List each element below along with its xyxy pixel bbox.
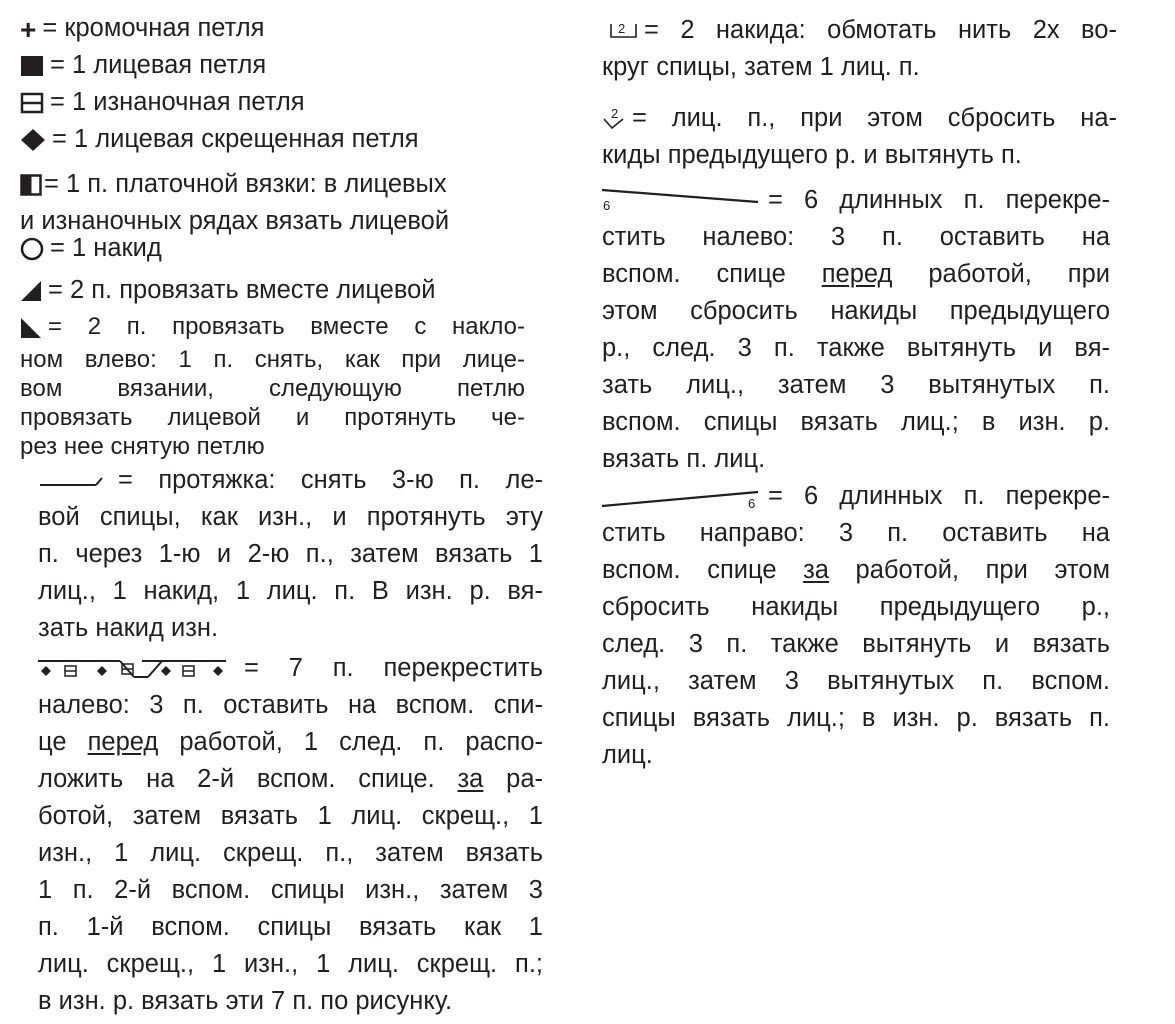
legend-text: = 6 длинных п. перекре- [768, 482, 1110, 510]
drop-stitch-icon [602, 107, 626, 131]
legend-text: этом сбросить накиды предыдущего [602, 297, 1110, 325]
underlined-word: за [457, 765, 484, 793]
half-filled-square-icon [20, 174, 42, 196]
legend-text: стить направо: 3 п. оставить на [602, 519, 1110, 547]
legend-text: = протяжка: снять 3-ю п. ле- [118, 466, 543, 494]
legend-text: лиц., затем 3 вытянутых п. вспом. [602, 667, 1110, 695]
legend-text: зать лиц., затем 3 вытянутых п. [602, 371, 1110, 399]
legend-text: вспом. спицы вязать лиц.; в изн. р. [602, 408, 1110, 436]
legend-text: ботой, затем вязать 1 лиц. скрещ., 1 [38, 802, 543, 830]
legend-text: провязать лицевой и протянуть че- [20, 404, 525, 431]
legend-text: след. 3 п. также вытянуть и вязать [602, 630, 1110, 658]
legend-cross-7-left [38, 650, 543, 1020]
legend-edge-stitch [20, 10, 264, 47]
legend-text: вязать п. лиц. [602, 445, 766, 473]
legend-text: = 2 п. провязать вместе с накло- [48, 313, 525, 340]
legend-text: сбросить накиды предыдущего р., [602, 593, 1110, 621]
pull-through-line-icon [38, 474, 104, 488]
legend-text: лиц. [602, 741, 653, 769]
legend-text: ложить на 2-й вспом. спице. за ра- [38, 765, 543, 793]
legend-text: п. через 1-ю и 2-ю п., затем вязать 1 [38, 540, 543, 568]
legend-text: лиц. скрещ., 1 изн., 1 лиц. скрещ. п.; [38, 950, 543, 978]
legend-drop-yarn-overs [602, 100, 1117, 174]
purl-square-icon [20, 92, 44, 114]
legend-text: = 6 длинных п. перекре- [768, 186, 1110, 214]
legend-text: вспом. спице перед работой, при [602, 260, 1110, 288]
legend-cross-6-left [602, 182, 1110, 478]
legend-text: лиц., 1 накид, 1 лиц. п. В изн. р. вя- [38, 577, 543, 605]
drop-symbol-number: 2 [611, 107, 619, 122]
legend-garter [20, 166, 449, 240]
double-yarn-over-icon [610, 19, 638, 43]
cable-6-left-icon [602, 188, 760, 214]
legend-text: = 7 п. перекрестить [244, 654, 543, 682]
legend-text: зать накид изн. [38, 614, 219, 642]
circle-icon [20, 237, 44, 261]
legend-text: = лиц. п., при этом сбросить на- [632, 104, 1117, 132]
legend-text: = 2 накида: обмотать нить 2х во- [644, 16, 1117, 44]
legend-text: ном влево: 1 п. снять, как при лице- [20, 346, 525, 373]
legend-text: = 1 п. платочной вязки: в лицевых [44, 170, 447, 198]
legend-text: = 2 п. провязать вместе лицевой [48, 276, 436, 304]
legend-text: изн., 1 лиц. скрещ. п., затем вязать [38, 839, 543, 867]
underlined-word: за [803, 556, 829, 584]
cable-count: 6 [748, 496, 756, 511]
legend-text: 1 п. 2-й вспом. спицы изн., затем 3 [38, 876, 543, 904]
legend-pull-through [38, 462, 543, 647]
diamond-icon [20, 128, 46, 152]
right-triangle-icon [20, 280, 42, 302]
legend-text: спицы вязать лиц.; в изн. р. вязать п. [602, 704, 1110, 732]
legend-k2tog [20, 272, 436, 309]
legend-purl [20, 84, 305, 121]
legend-text: = 1 лицевая скрещенная петля [52, 125, 419, 153]
legend-text: = 1 лицевая петля [50, 51, 267, 79]
legend-text: р., след. 3 п. также вытянуть и вя- [602, 334, 1110, 362]
filled-square-icon [20, 55, 44, 77]
underlined-word: перед [87, 728, 159, 756]
legend-text: вспом. спице за работой, при этом [602, 556, 1110, 584]
left-triangle-icon [20, 317, 42, 339]
legend-text: вом вязании, следующую петлю [20, 375, 525, 402]
legend-text: п. 1-й вспом. спицы вязать как 1 [38, 913, 543, 941]
cable-7-left-icon [38, 658, 226, 680]
legend-text: круг спицы, затем 1 лиц. п. [602, 53, 920, 81]
legend-text: вой спицы, как изн., и протянуть эту [38, 503, 543, 531]
legend-text: и изнаночных рядах вязать лицевой [20, 207, 450, 235]
legend-text: налево: 3 п. оставить на вспом. спи- [38, 691, 543, 719]
legend-text: = 1 накид [50, 234, 162, 262]
cable-6-right-icon [602, 484, 760, 510]
legend-ssk [20, 309, 525, 461]
cable-count: 6 [603, 198, 611, 214]
legend-cross-6-right [602, 478, 1110, 774]
legend-twisted-knit [20, 121, 419, 158]
legend-text: це перед работой, 1 след. п. распо- [38, 728, 543, 756]
legend-knit [20, 47, 266, 84]
legend-text: = кромочная петля [42, 14, 265, 42]
legend-text: рез нее снятую петлю [20, 433, 265, 460]
legend-text: = 1 изнаночная петля [50, 88, 305, 116]
legend-text: киды предыдущего р. и вытянуть п. [602, 141, 1022, 169]
underlined-word: перед [821, 260, 893, 288]
legend-text: в изн. р. вязать эти 7 п. по рисунку. [38, 987, 453, 1015]
legend-yarn-over [20, 230, 162, 267]
plus-icon: + [20, 13, 37, 45]
yo2-symbol-number: 2 [618, 21, 626, 37]
legend-text: стить налево: 3 п. оставить на [602, 223, 1110, 251]
legend-double-yarn-over [602, 12, 1117, 86]
